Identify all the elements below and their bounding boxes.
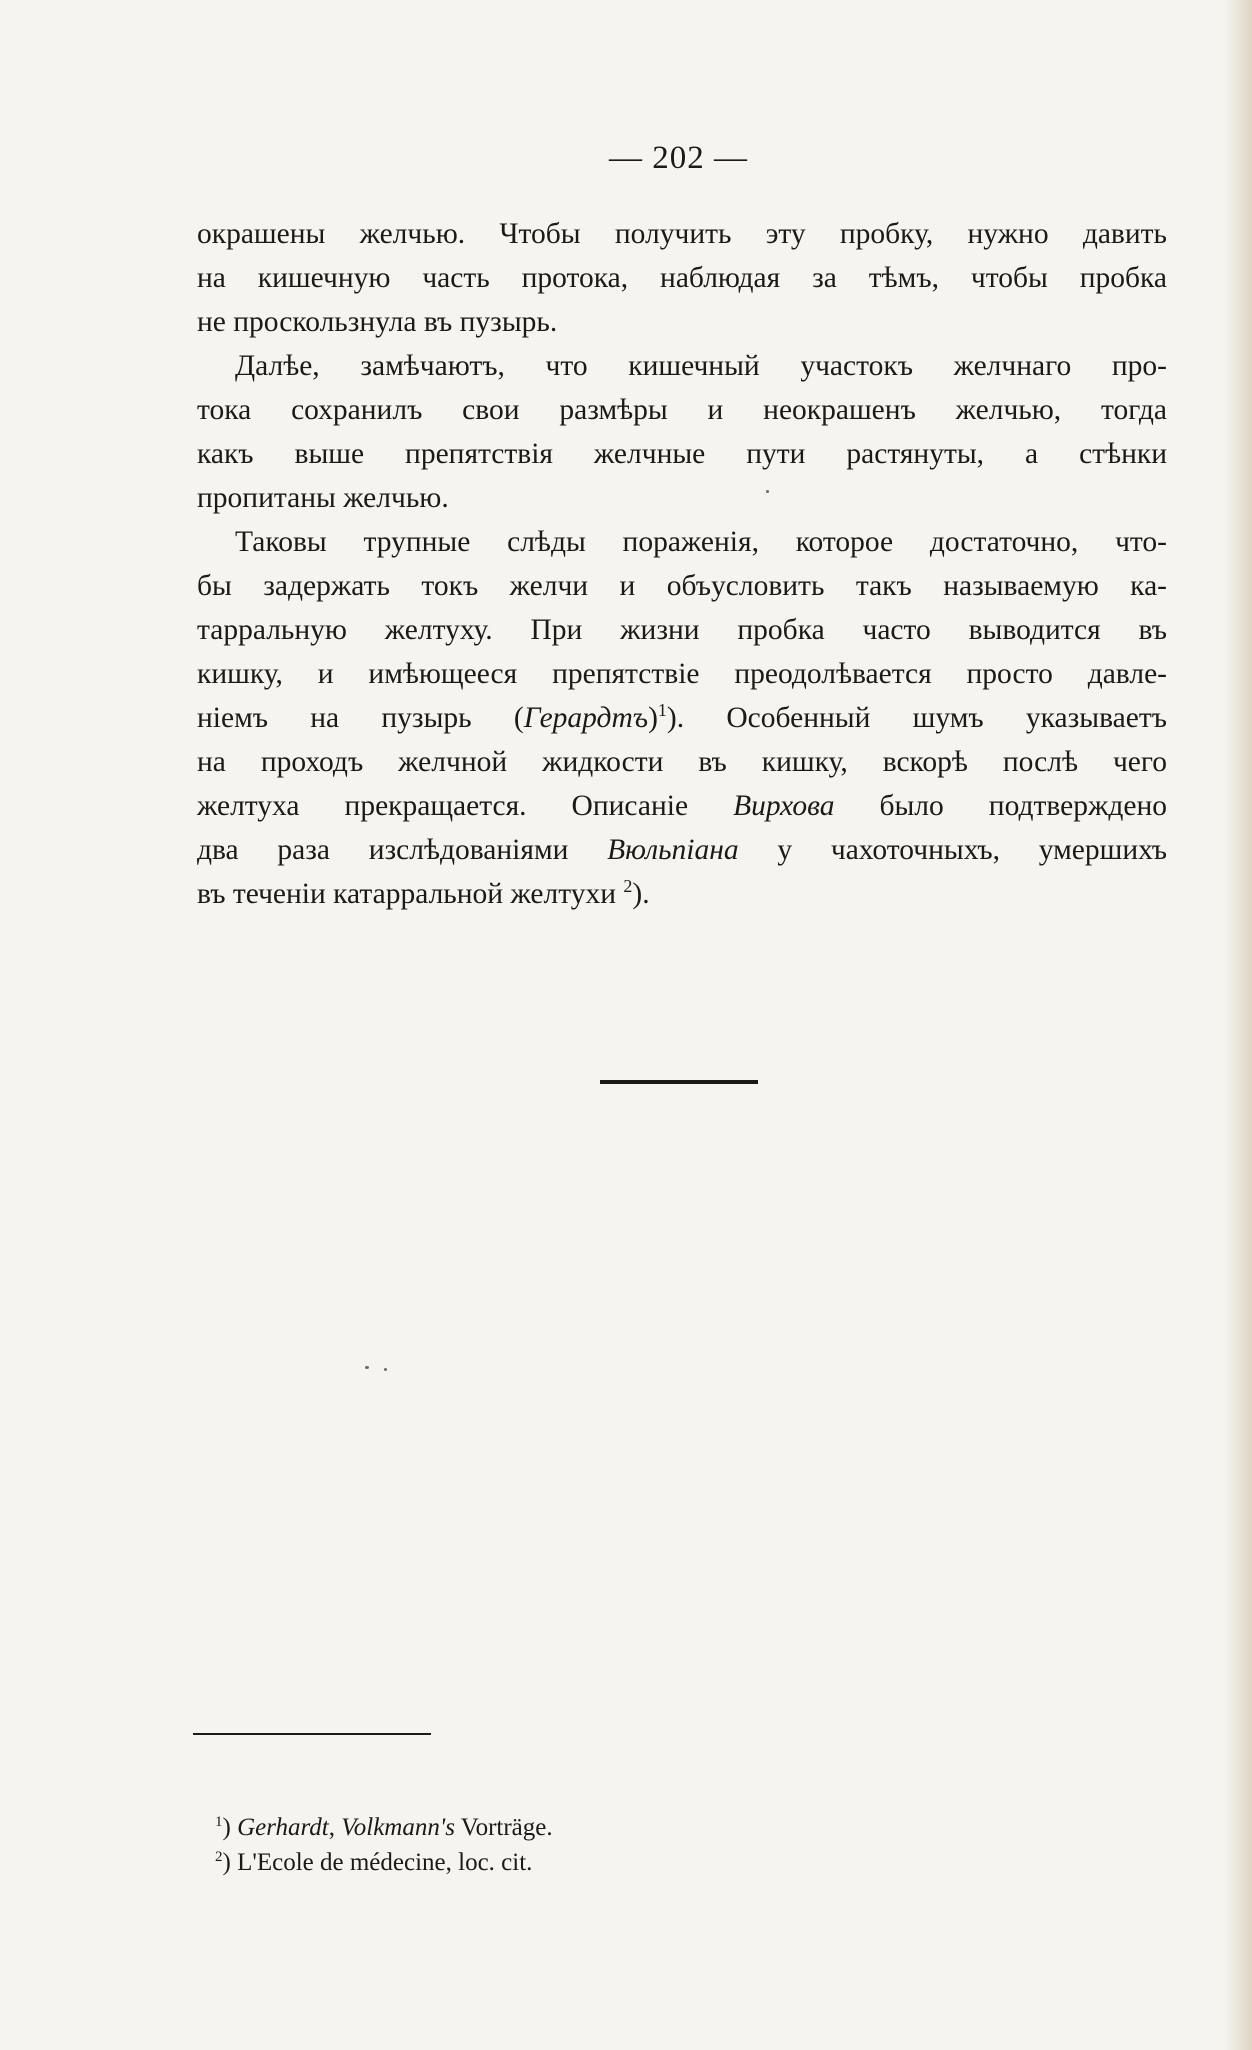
- text-line: какъ выше препятствія желчные пути растянуты, а стѣнки: [197, 438, 1167, 470]
- footnote-editor: Volkmann's: [341, 1814, 455, 1841]
- footnote-marker-close: ): [222, 1814, 231, 1841]
- print-speck: [365, 1366, 369, 1369]
- text-run: у чахоточныхъ, умершихъ: [738, 834, 1167, 866]
- text-run: два раза изслѣдованіями: [197, 834, 608, 866]
- text-line: пропитаны желчью.: [197, 482, 449, 514]
- text-line: окрашены желчью. Чтобы получить эту пробку, нужно давить: [197, 218, 1167, 250]
- text-line: тока сохранилъ свои размѣры и неокрашенъ желчью, тогда: [197, 394, 1167, 426]
- paragraph-3: [197, 520, 1167, 916]
- page-number: — 202 —: [609, 140, 748, 176]
- paragraph-1: [197, 212, 1167, 344]
- footnote-rule: [193, 1733, 431, 1735]
- text-run: ).: [632, 878, 650, 910]
- author-name-gerhardt: Герардтъ: [523, 702, 649, 734]
- text-line: [197, 784, 1167, 828]
- text-line: бы задержать токъ желчи и объусловить такъ называемую ка-: [197, 570, 1167, 602]
- main-text: [197, 212, 1167, 916]
- text-run: ніемъ на пузырь (: [197, 702, 524, 734]
- paragraph-2: [197, 344, 1167, 520]
- footnote-1: [215, 1810, 1115, 1845]
- footnote-author: Gerhardt: [237, 1814, 329, 1841]
- footnote-text: Vorträge.: [454, 1814, 553, 1841]
- print-speck: [384, 1368, 387, 1371]
- text-line: [197, 872, 1167, 916]
- text-run: желтуха прекращается. Описаніе: [197, 790, 734, 822]
- footnote-ref-1[interactable]: 1: [657, 700, 667, 720]
- footnote-text: L'Ecole de médecine, loc. cit.: [230, 1849, 533, 1876]
- text-line: тарральную желтуху. При жизни пробка часто выводится въ: [197, 614, 1167, 646]
- section-end-rule: [600, 1080, 758, 1084]
- author-name-vulpian: Вюльпіана: [607, 834, 739, 866]
- footnote-marker: 2: [215, 1849, 223, 1865]
- footnote-2: [215, 1845, 1115, 1880]
- footnote-marker: 1: [215, 1814, 223, 1830]
- text-run: ). Особенный шумъ указываетъ: [666, 702, 1167, 734]
- footnotes: [215, 1810, 1115, 1880]
- text-line: не проскользнула въ пузырь.: [197, 306, 558, 338]
- page-edge-shadow: [1224, 0, 1252, 2050]
- text-run: ): [648, 702, 658, 734]
- text-line: на проходъ желчной жидкости въ кишку, вскорѣ послѣ чего: [197, 746, 1167, 778]
- text-line: Таковы трупные слѣды пораженія, которое достаточно, что-: [235, 526, 1167, 558]
- print-speck: [766, 490, 769, 493]
- footnote-ref-2[interactable]: 2: [623, 876, 633, 896]
- footnote-text: ,: [328, 1814, 342, 1841]
- text-line: на кишечную часть протока, наблюдая за тѣмъ, чтобы пробка: [197, 262, 1167, 294]
- text-line: [197, 828, 1167, 872]
- text-line: Далѣе, замѣчаютъ, что кишечный участокъ желчнаго про-: [235, 350, 1167, 382]
- author-name-virchow: Вирхова: [733, 790, 835, 822]
- text-run: въ теченіи катарральной желтухи: [197, 878, 624, 910]
- text-line: кишку, и имѣющееся препятствіе преодолѣвается просто давле-: [197, 658, 1167, 690]
- text-run: было подтверждено: [834, 790, 1168, 822]
- text-line: [197, 696, 1167, 740]
- footnote-marker-close: ): [222, 1849, 231, 1876]
